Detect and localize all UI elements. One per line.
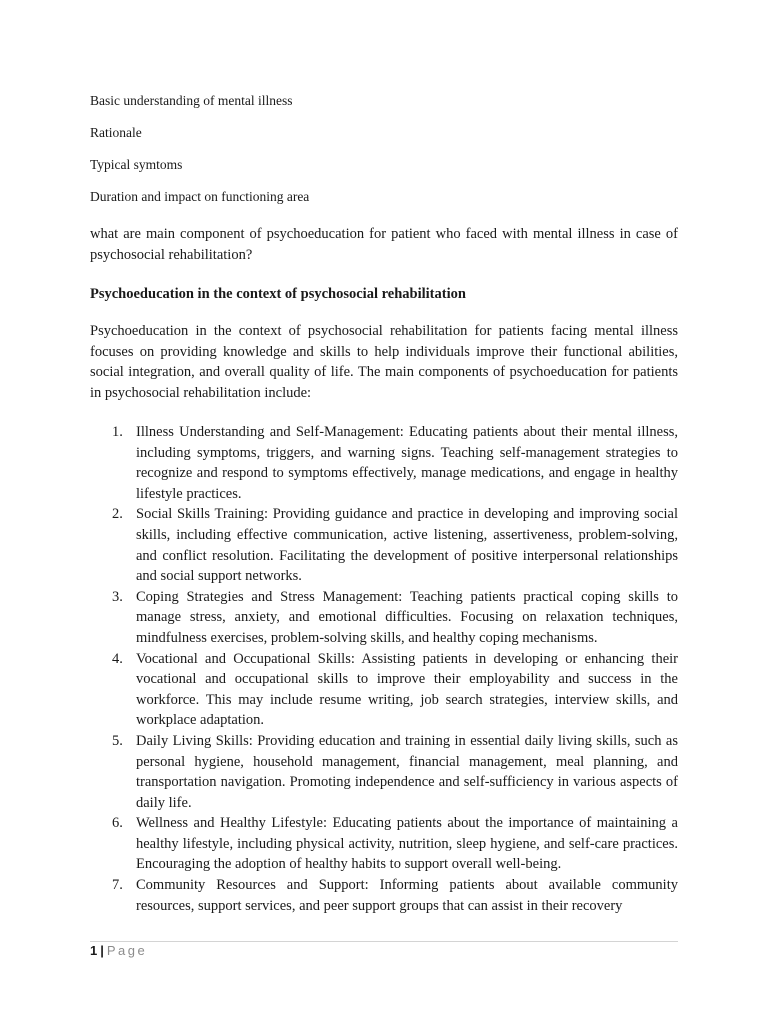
list-item-text: Vocational and Occupational Skills: Assisting patients in developing or enhancing their vocational and occupational skills to improve their employability and success in the workforce. This may include resume writing, job search strategies, interview skills, and workplace adaptation. bbox=[136, 650, 678, 729]
list-item-text: Illness Understanding and Self-Management: Educating patients about their mental illness, including symptoms, triggers, and warning signs. Teaching self-management strategies to recognize and respond to symptoms effectively, manage medications, and engage in healthy lifestyle practices. bbox=[136, 424, 678, 502]
list-item bbox=[90, 504, 678, 586]
list-number: 1. bbox=[112, 424, 123, 440]
note-line: Typical symtoms bbox=[90, 157, 183, 172]
list-item bbox=[90, 649, 678, 731]
list-item-text: Community Resources and Support: Informing patients about available community resources, support services, and peer support groups that can assist in their recovery bbox=[136, 877, 678, 914]
list-item bbox=[90, 731, 678, 813]
list-number: 6. bbox=[112, 815, 123, 832]
list-item bbox=[90, 587, 678, 649]
list-item-text: Social Skills Training: Providing guidance and practice in developing and improving social skills, including effective communication, active listening, assertiveness, problem-solving, and conflict resolution. Facilitating the development of positive interpersonal relationships and social support networks. bbox=[136, 506, 678, 585]
question-paragraph: what are main component of psychoeducation for patient who faced with mental illness in case of psychosocial rehabilitation? bbox=[90, 226, 678, 263]
list-number: 5. bbox=[112, 732, 123, 749]
note-line: Rationale bbox=[90, 125, 142, 140]
list-number: 2. bbox=[112, 506, 123, 523]
note-line: Duration and impact on functioning area bbox=[90, 189, 310, 204]
footer-divider bbox=[90, 941, 678, 942]
list-number: 7. bbox=[112, 877, 123, 894]
page-number: 1 bbox=[90, 943, 98, 958]
list-number: 3. bbox=[112, 588, 123, 605]
note-line: Basic understanding of mental illness bbox=[90, 93, 293, 108]
list-item bbox=[90, 813, 678, 875]
section-heading: Psychoeducation in the context of psychosocial rehabilitation bbox=[90, 286, 466, 302]
list-item-text: Daily Living Skills: Providing education and training in essential daily living skills, such as personal hygiene, household management, financial management, meal planning, and transportation navigation. Promoting independence and self-sufficiency in various aspects of daily life. bbox=[136, 732, 678, 811]
list-number: 4. bbox=[112, 650, 123, 667]
intro-paragraph: Psychoeducation in the context of psychosocial rehabilitation for patients facing mental illness focuses on providing knowledge and skills to help individuals improve their functional abilities, social integration, and overall quality of life. The main components of psychoeducation for patients in psychosocial rehabilitation include: bbox=[90, 323, 678, 401]
list-item-text: Coping Strategies and Stress Management: Teaching patients practical coping skills to manage stress, anxiety, and emotional difficulties. Focusing on relaxation techniques, mindfulness exercises, problem-solving skills, and healthy coping mechanisms. bbox=[136, 588, 678, 646]
component-list bbox=[90, 422, 678, 916]
page-footer bbox=[90, 943, 147, 959]
list-item bbox=[90, 875, 678, 916]
list-item bbox=[90, 422, 678, 504]
footer-separator: | bbox=[100, 943, 104, 958]
list-item-text: Wellness and Healthy Lifestyle: Educating patients about the importance of maintaining a healthy lifestyle, including physical activity, nutrition, sleep hygiene, and self-care practices. Encouraging the adoption of healthy habits to support overall well-being. bbox=[136, 815, 678, 873]
page-label: Page bbox=[106, 943, 148, 958]
